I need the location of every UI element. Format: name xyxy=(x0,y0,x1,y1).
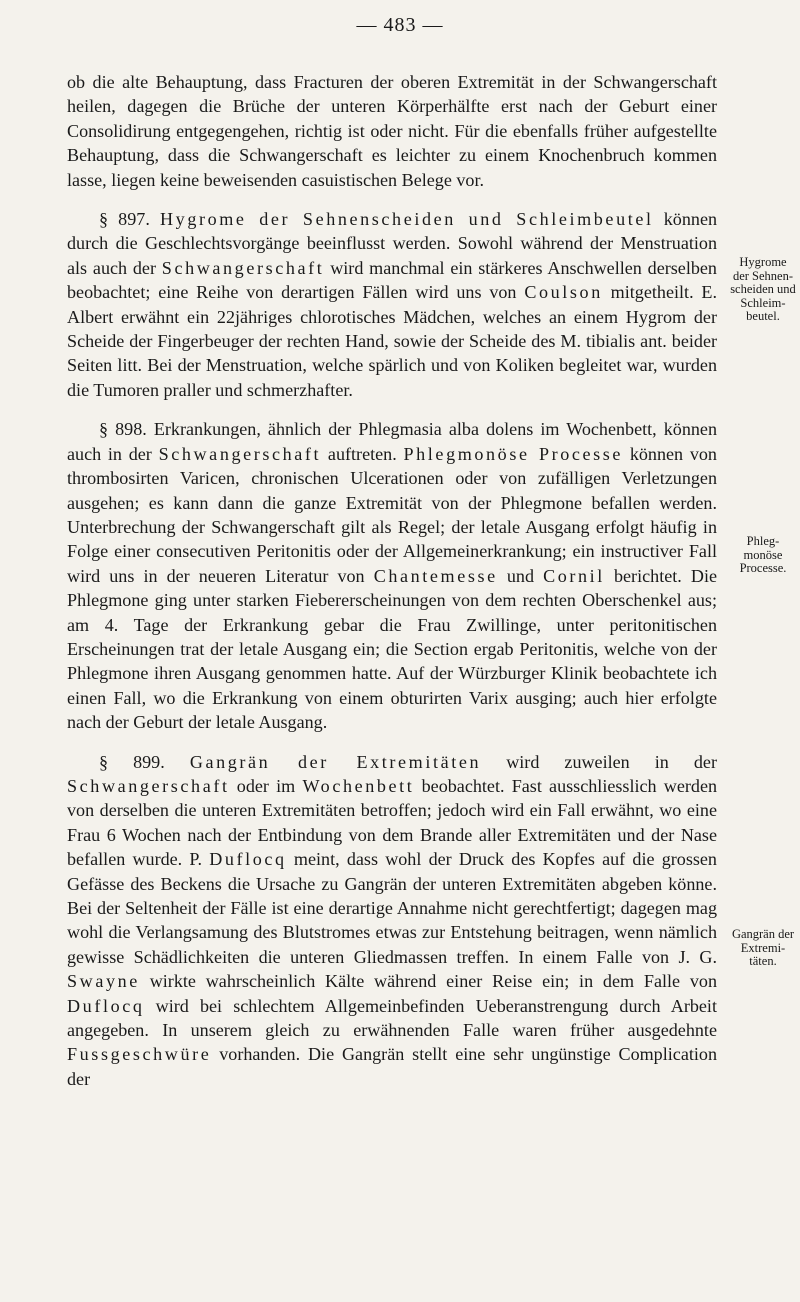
paragraph-text: Erkrankungen, ähnlich der Phlegmasia alba dolens im Wochenbett, können auch in der xyxy=(67,419,718,464)
paragraph-text: ob die alte Behauptung, dass Fracturen der oberen Extremität in der Schwangerschaft heilen, dagegen die Brüche der unteren Körperhälfte erst nach der Geburt einer Consolidirung entgegengehen, richtig ist oder nicht. Für die ebenfalls früher aufgestellte Behauptung, dass die Schwangerschaft es leichter zu einem Knochenbruch kommen lasse, liegen keine beweisenden casuistischen Belege vor. xyxy=(67,72,717,190)
section-heading: Hygrome der Sehnenscheiden und Schleimbeutel xyxy=(160,209,654,230)
margin-note-gangraen: Gangrän der Extremi-täten. xyxy=(731,927,795,968)
paragraph-text: wird bei schlechtem Allgemeinbefinden Ueberanstrengung durch Arbeit angegeben. In unserem gleich zu erwähnenden Falle waren früher ausgedehnte xyxy=(67,995,717,1041)
emphasized-term: Schwangerschaft xyxy=(161,257,325,278)
paragraph-898 xyxy=(67,417,717,734)
emphasized-term: Schwangerschaft xyxy=(67,775,230,796)
paragraph-text: oder im xyxy=(236,775,296,796)
paragraph-text: wird zuweilen in der xyxy=(506,751,717,772)
section-number: § 899. xyxy=(99,751,165,772)
emphasized-term: Fussgeschwüre xyxy=(67,1044,212,1065)
paragraph-text: mitgetheilt. E. Albert erwähnt ein 22jähriges chlorotisches Mädchen, welches an einem Hygrom der Scheide der Fingerbeuger der rechten Hand, sowie der Scheide des M. tibialis ant. beider Seiten litt. Bei der Menstruation, welche spärlich und von Koliken begleitet war, wurden die Tumoren praller und schmerzhafter. xyxy=(67,282,717,400)
paragraph-897 xyxy=(67,207,717,402)
author-name: Swayne xyxy=(67,971,140,992)
paragraph-continuation xyxy=(67,70,717,192)
paragraph-text: können von thrombosirten Varicen, chronischen Ulcerationen oder von zufälligen Verletzungen ausgehen; es kann dann die ganze Extremität von der Phlegmone befallen werden. Unterbrechung der Schwangerschaft gilt als Regel; der letale Ausgang erfolgt häufig in Folge einer consecutiven Peritonitis oder der Allgemeinerkrankung; ein instructiver Fall wird uns in der neueren Literatur von xyxy=(67,443,717,586)
author-name: Duflocq xyxy=(209,849,287,870)
emphasized-term: Wochenbett xyxy=(302,775,415,796)
paragraph-text: können durch die Geschlechtsvorgänge beeinflusst werden. Sowohl während der Menstruation als auch der xyxy=(67,209,718,278)
paragraph-text: wird manchmal ein stärkeres Anschwellen derselben beobachtet; eine Reihe von derartigen Fällen wird uns von xyxy=(67,257,717,303)
section-number: § 898. xyxy=(99,419,147,440)
emphasized-term: Schwangerschaft xyxy=(158,443,322,464)
paragraph-text: auftreten. xyxy=(327,443,397,464)
text-column xyxy=(67,70,717,1106)
emphasized-term: Phlegmonöse Processe xyxy=(403,443,624,464)
paragraph-text: beobachtet. Fast ausschliesslich werden von derselben die unteren Extremitäten betroffen; jedoch wird ein Fall erwähnt, wo eine Frau 6 Wochen nach der Entbindung von dem Brande aller Extremitäten und der Nase befallen wurde. P. xyxy=(67,775,718,870)
margin-note-phlegmonose: Phleg-monöse Processe. xyxy=(739,534,787,575)
page-number: — 483 — xyxy=(356,14,444,36)
author-name: Duflocq xyxy=(67,995,145,1016)
paragraph-text: berichtet. Die Phlegmone ging unter starken Fiebererscheinungen von dem rechten Oberschenkel aus; am 4. Tage der Erkrankung gebar die Frau Zwillinge, unter peritonitischen Erscheinungen trat der letale Ausgang ein; die Section ergab Peritonitis, welche von der Phlegmone ihren Ausgang genommen hatte. Auf der Würzburger Klinik beobachtete ich einen Fall, wo die Erkrankung von einem obturirten Varix ausging; auch hier erfolgte nach der Geburt der letale Ausgang. xyxy=(67,565,717,733)
paragraph-899 xyxy=(67,750,717,1092)
section-number: § 897. xyxy=(99,209,150,230)
author-name: Coulson xyxy=(524,282,603,303)
paragraph-text: meint, dass wohl der Druck des Kopfes auf die grossen Gefässe des Beckens die Ursache zu Gangrän der unteren Extremitäten abgeben könne. Bei der Seltenheit der Fälle ist eine derartige Annahme nicht gerechtfertigt; dagegen mag wohl die Verlangsamung des Blutstromes etwas zur Entstehung beitragen, wenn nämlich gewisse Schädlichkeiten die unteren Gliedmassen treffen. In einem Falle von J. G. xyxy=(67,849,717,967)
section-heading: Gangrän der Extremitäten xyxy=(189,751,482,772)
author-name: Chantemesse xyxy=(373,565,498,586)
author-name: Cornil xyxy=(543,565,605,586)
margin-note-hygrome: Hygrome der Sehnen-scheiden und Schleim-beutel. xyxy=(730,255,796,323)
paragraph-text: und xyxy=(506,565,534,586)
paragraph-text: wirkte wahrscheinlich Kälte während einer Reise ein; in dem Falle von xyxy=(149,971,717,992)
paragraph-text: vorhanden. Die Gangrän stellt eine sehr ungünstige Complication der xyxy=(67,1044,717,1089)
